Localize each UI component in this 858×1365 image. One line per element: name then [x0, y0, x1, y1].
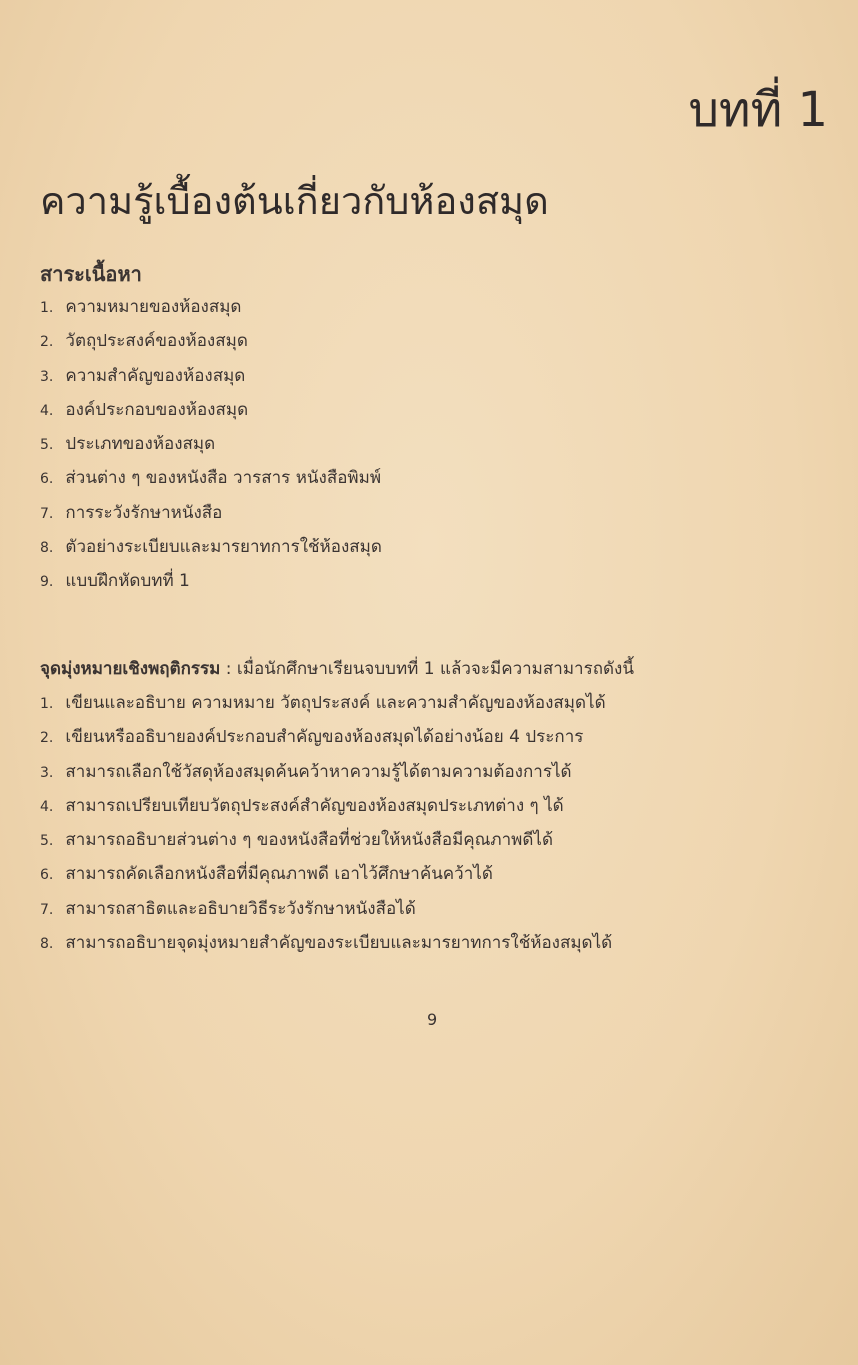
item-text: เขียนหรืออธิบายองค์ประกอบสำคัญของห้องสมุดได้อย่างน้อย 4 ประการ — [65, 727, 584, 748]
item-text: สามารถอธิบายส่วนต่าง ๆ ของหนังสือที่ช่วยให้หนังสือมีคุณภาพดีได้ — [65, 830, 554, 851]
list-item — [40, 789, 612, 823]
item-number: 6. — [40, 471, 54, 488]
list-item — [40, 823, 612, 857]
item-text: สามารถคัดเลือกหนังสือที่มีคุณภาพดี เอาไว้ศึกษาค้นคว้าได้ — [65, 864, 493, 885]
item-text: สามารถสาธิตและอธิบายวิธีระวังรักษาหนังสือได้ — [65, 898, 416, 919]
chapter-label: บทที่ 1 — [688, 82, 828, 138]
item-text: แบบฝึกหัดบทที่ 1 — [65, 571, 190, 592]
objectives-heading-label: จุดมุ่งหมายเชิงพฤติกรรม — [40, 659, 221, 679]
list-item — [40, 427, 382, 461]
item-number: 3. — [40, 368, 54, 385]
item-text: สามารถอธิบายจุดมุ่งหมายสำคัญของระเบียบและมารยาทการใช้ห้องสมุดได้ — [65, 933, 613, 954]
item-text: ความหมายของห้องสมุด — [65, 297, 242, 317]
list-item — [40, 290, 382, 324]
item-text: ตัวอย่างระเบียบและมารยาทการใช้ห้องสมุด — [65, 537, 382, 558]
list-item — [40, 461, 382, 495]
list-item — [40, 686, 612, 720]
item-number: 9. — [40, 574, 54, 591]
list-item — [40, 530, 382, 564]
item-number: 7. — [40, 505, 54, 522]
objectives-intro: : เมื่อนักศึกษาเรียนจบบทที่ 1 แล้วจะมีความสามารถดังนี้ — [220, 659, 634, 679]
item-number: 7. — [40, 901, 54, 918]
item-number: 8. — [40, 936, 54, 953]
objectives-list — [40, 686, 612, 960]
item-number: 2. — [40, 730, 54, 747]
item-number: 4. — [40, 402, 54, 419]
list-item — [40, 496, 382, 530]
list-item — [40, 892, 612, 926]
list-item — [40, 720, 612, 754]
item-text: การระวังรักษาหนังสือ — [65, 502, 223, 523]
item-text: วัตถุประสงค์ของห้องสมุด — [65, 331, 248, 352]
list-item — [40, 359, 382, 393]
item-text: องค์ประกอบของห้องสมุด — [65, 399, 249, 420]
content-list — [40, 290, 382, 599]
list-item — [40, 564, 382, 598]
item-number: 6. — [40, 867, 54, 884]
list-item — [40, 926, 612, 960]
item-number: 2. — [40, 334, 54, 351]
content-heading: สาระเนื้อหา — [40, 262, 142, 286]
page-number: 9 — [427, 1010, 438, 1029]
item-number: 1. — [40, 696, 54, 712]
item-number: 4. — [40, 798, 54, 815]
item-number: 8. — [40, 540, 54, 557]
item-text: ประเภทของห้องสมุด — [65, 434, 216, 455]
objectives-heading — [40, 655, 634, 682]
item-text: สามารถเปรียบเทียบวัตถุประสงค์สำคัญของห้องสมุดประเภทต่าง ๆ ได้ — [65, 795, 564, 816]
item-text: ความสำคัญของห้องสมุด — [65, 365, 246, 386]
item-text: เขียนและอธิบาย ความหมาย วัตถุประสงค์ และความสำคัญของห้องสมุดได้ — [65, 693, 606, 713]
list-item — [40, 755, 612, 789]
list-item — [40, 324, 382, 358]
item-number: 1. — [40, 300, 54, 316]
item-number: 5. — [40, 437, 54, 454]
item-number: 3. — [40, 764, 54, 781]
item-text: ส่วนต่าง ๆ ของหนังสือ วารสาร หนังสือพิมพ์ — [65, 468, 382, 489]
list-item — [40, 857, 612, 891]
item-text: สามารถเลือกใช้วัสดุห้องสมุดค้นคว้าหาความรู้ได้ตามความต้องการได้ — [65, 761, 572, 782]
chapter-title: ความรู้เบื้องต้นเกี่ยวกับห้องสมุด — [40, 179, 549, 223]
item-number: 5. — [40, 833, 54, 850]
list-item — [40, 393, 382, 427]
